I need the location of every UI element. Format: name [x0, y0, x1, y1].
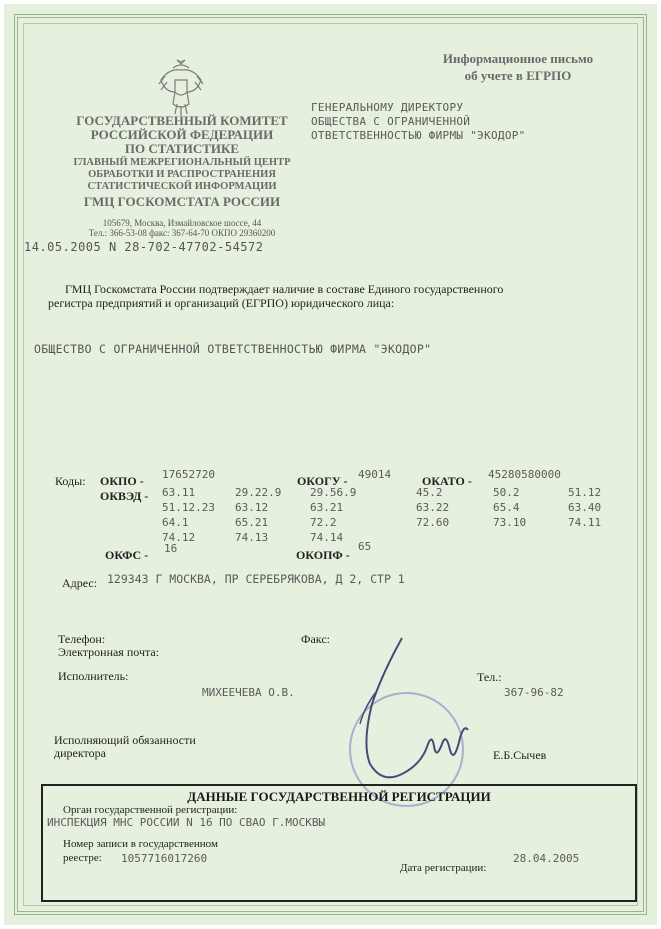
org-line: ГОСУДАРСТВЕННЫЙ КОМИТЕТ [76, 113, 288, 128]
org-address: 105679, Москва, Измайловское шоссе, 44 [102, 218, 262, 228]
center-line: ГЛАВНЫЙ МЕЖРЕГИОНАЛЬНЫЙ ЦЕНТР [73, 157, 291, 168]
center-line: ОБРАБОТКИ И РАСПРОСТРАНЕНИЯ [88, 169, 276, 180]
okved-code: 29.56.9 [310, 486, 357, 499]
addressee-line: ГЕНЕРАЛЬНОМУ ДИРЕКТОРУ [311, 101, 464, 114]
signatory-name: Е.Б.Сычев [493, 748, 547, 762]
okved-code: 63.22 [416, 501, 450, 514]
registration-date-value: 28.04.2005 [513, 852, 580, 865]
okved-code: 72.60 [416, 516, 450, 529]
addressee-line: ОТВЕТСТВЕННОСТЬЮ ФИРМЫ "ЭКОДОР" [311, 129, 526, 142]
letter-title-line: Информационное письмо [442, 51, 594, 66]
okved-code: 63.12 [235, 501, 269, 514]
signatory-role-line: директора [54, 746, 106, 760]
intro-line: регистра предприятий и организаций (ЕГРПО) юридического лица: [48, 296, 395, 310]
okopf-label: ОКОПФ - [296, 548, 350, 562]
okved-code: 63.21 [310, 501, 344, 514]
executor-value: МИХЕЕЧЕВА О.В. [202, 686, 295, 699]
okved-row [162, 501, 622, 516]
okved-code: 74.14 [310, 531, 344, 544]
okogu-label: ОКОГУ - [297, 474, 348, 488]
okpo-value: 17652720 [162, 468, 215, 481]
addressee-line: ОБЩЕСТВА С ОГРАНИЧЕННОЙ [311, 115, 471, 128]
fax-label: Факс: [301, 632, 330, 646]
email-label: Электронная почта: [58, 645, 160, 659]
okved-code: 65.4 [493, 501, 520, 514]
org-phone: Тел.: 366-53-08 факс: 367-64-70 ОКПО 29360200 [88, 228, 276, 238]
registration-organ-label: Орган государственной регистрации: [63, 804, 238, 816]
okved-code: 51.12 [568, 486, 602, 499]
record-value: 1057716017260 [121, 852, 208, 865]
okogu-value: 49014 [358, 468, 392, 481]
letter-title-line: об учете в ЕГРПО [464, 68, 572, 83]
codes-label: Коды: [55, 474, 86, 488]
record-label: Номер записи в государственном [63, 838, 218, 850]
address-label: Адрес: [62, 576, 98, 590]
okved-code: 72.2 [310, 516, 337, 529]
okopf-value: 65 [358, 540, 372, 553]
executor-label: Исполнитель: [58, 669, 129, 683]
center-name [62, 157, 302, 193]
okved-code: 63.40 [568, 501, 602, 514]
okved-row [162, 531, 622, 546]
tel-value: 367-96-82 [504, 686, 564, 699]
registration-title: ДАННЫЕ ГОСУДАРСТВЕННОЙ РЕГИСТРАЦИИ [187, 789, 491, 804]
record-label: реестре: [63, 852, 102, 864]
okved-code: 51.12.23 [162, 501, 215, 514]
okved-code: 45.2 [416, 486, 443, 499]
registration-date-label: Дата регистрации: [400, 862, 487, 874]
phone-label: Телефон: [58, 632, 106, 646]
entity-name: ОБЩЕСТВО С ОГРАНИЧЕННОЙ ОТВЕТСТВЕННОСТЬЮ ФИРМА "ЭКОДОР" [34, 342, 432, 356]
registration-box [41, 784, 637, 902]
okved-code: 29.22.9 [235, 486, 282, 499]
center-line: СТАТИСТИЧЕСКОЙ ИНФОРМАЦИИ [87, 181, 277, 192]
registration-organ-value: ИНСПЕКЦИЯ МНС РОССИИ N 16 ПО СВАО Г.МОСКВЫ [47, 816, 326, 829]
short-org-name: ГМЦ ГОСКОМСТАТА РОССИИ [83, 194, 281, 209]
okfs-value: 16 [164, 542, 178, 555]
address-value: 129343 Г МОСКВА, ПР СЕРЕБРЯКОВА, Д 2, СТР 1 [107, 572, 405, 586]
letter-title [428, 50, 608, 84]
okved-code: 65.21 [235, 516, 269, 529]
org-line: ПО СТАТИСТИКЕ [124, 141, 240, 156]
coat-of-arms-icon [155, 58, 207, 118]
okato-value: 45280580000 [488, 468, 561, 481]
okved-code: 73.10 [493, 516, 527, 529]
okved-row [162, 486, 622, 501]
signatory-role-line: Исполняющий обязанности [54, 733, 196, 747]
okved-code: 74.13 [235, 531, 269, 544]
doc-date-number: 14.05.2005 N 28-702-47702-54572 [24, 240, 264, 254]
okved-code: 50.2 [493, 486, 520, 499]
okfs-label: ОКФС - [105, 548, 149, 562]
okved-table [162, 486, 622, 546]
tel-label: Тел.: [477, 670, 502, 684]
okved-row [162, 516, 622, 531]
okved-code: 74.12 [162, 531, 196, 544]
org-line: РОССИЙСКОЙ ФЕДЕРАЦИИ [90, 127, 274, 142]
ministry-name [62, 114, 302, 156]
addressee [311, 101, 526, 143]
intro-line: ГМЦ Госкомстата России подтверждает наличие в составе Единого государственного [65, 282, 504, 296]
okato-label: ОКАТО - [422, 474, 472, 488]
okved-label: ОКВЭД - [100, 489, 149, 503]
document-sheet [4, 4, 657, 925]
signature-icon [342, 634, 482, 794]
okved-code: 74.11 [568, 516, 602, 529]
okved-code: 63.11 [162, 486, 196, 499]
okved-code: 64.1 [162, 516, 189, 529]
okpo-label: ОКПО - [100, 474, 144, 488]
